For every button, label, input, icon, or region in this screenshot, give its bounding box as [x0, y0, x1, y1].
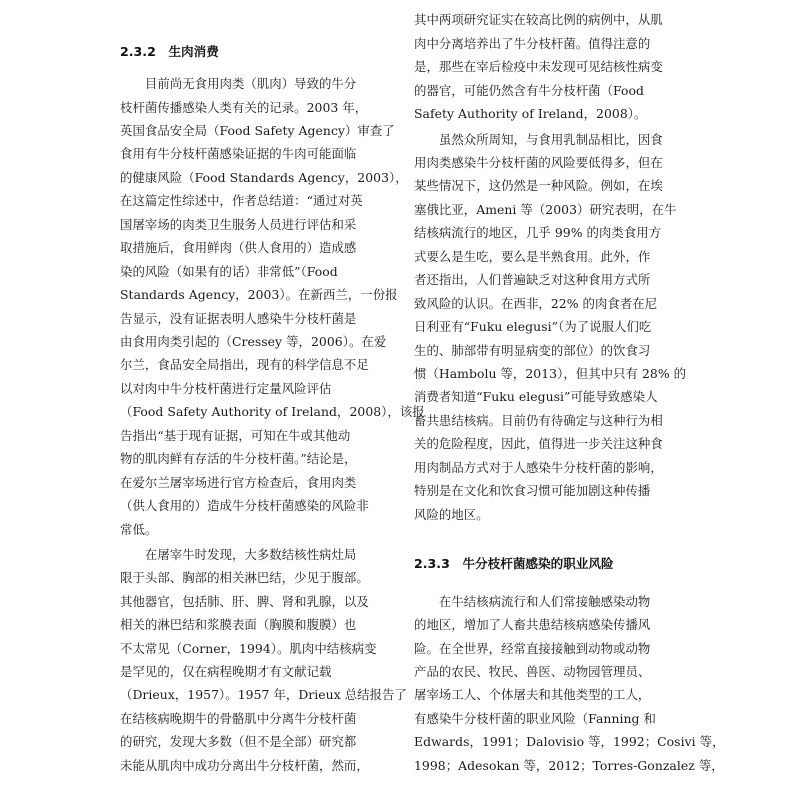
text-line: 染的风险（如果有的话）非常低”（Food — [120, 264, 338, 279]
text-line: 日利亚有“Fuku elegusi”（为了说服人们吃 — [414, 319, 652, 334]
text-line: 的器官，可能仍然含有牛分枝杆菌（Food — [414, 83, 645, 98]
text-line: 英国食品安全局（Food Safety Agency）审查了 — [120, 123, 395, 138]
text-line: 是，那些在宰后检疫中未发现可见结核性病变 — [414, 59, 663, 74]
text-line: 肉中分离培养出了牛分枝杆菌。值得注意的 — [414, 36, 651, 51]
text-line: 险。在全世界，经常直接接触到动物或动物 — [414, 641, 651, 656]
text-line: 其他器官，包括肺、肝、脾、肾和乳腺，以及 — [120, 594, 369, 609]
text-line: 有感染牛分枝杆菌的职业风险（Fanning 和 — [414, 711, 656, 726]
text-line: 的研究，发现大多数（但不是全部）研究都 — [120, 734, 357, 749]
text-line: （Food Safety Authority of Ireland，2008），该报 — [120, 404, 425, 419]
text-line: 国屠宰场的肉类卫生服务人员进行评估和采 — [120, 217, 357, 232]
section-heading-2-3-2: 2.3.2 生肉消费 — [120, 44, 219, 59]
text-line: 虽然众所周知，与食用乳制品相比，因食 — [414, 132, 663, 147]
text-line: 1998；Adesokan 等，2012；Torres-Gonzalez 等， — [414, 758, 724, 773]
text-line: 物的肌肉鲜有存活的牛分枝杆菌。”结论是， — [120, 451, 357, 466]
text-line: 产品的农民、牧民、兽医、动物园管理员、 — [414, 664, 651, 679]
text-line: 者还指出，人们普遍缺乏对这种食用方式所 — [414, 272, 651, 287]
text-line: 尔兰，食品安全局指出，现有的科学信息不足 — [120, 357, 369, 372]
text-line: 不太常见（Corner，1994）。肌肉中结核病变 — [120, 641, 377, 656]
text-line: 以对肉中牛分枝杆菌进行定量风险评估 — [120, 381, 332, 396]
text-line: 枝杆菌传播感染人类有关的记录。2003 年， — [120, 100, 368, 115]
text-line: 结核病流行的地区，几乎 99% 的肉类食用方 — [414, 225, 662, 240]
text-line: （供人食用的）造成牛分枝杆菌感染的风险非 — [120, 498, 369, 513]
text-line: 在牛结核病流行和人们常接触感染动物 — [414, 594, 651, 609]
text-line: 关的危险程度，因此，值得进一步关注这种食 — [414, 436, 663, 451]
text-line: 在这篇定性综述中，作者总结道：“通过对英 — [120, 193, 363, 208]
text-line: 是罕见的，仅在病程晚期才有文献记载 — [120, 664, 332, 679]
text-line: 用肉制品方式对于人感染牛分枝杆菌的影响， — [414, 460, 663, 475]
text-line: 食用有牛分枝杆菌感染证据的牛肉可能面临 — [120, 146, 357, 161]
text-line: 常低。 — [120, 522, 158, 537]
text-line: 屠宰场工人、个体屠夫和其他类型的工人， — [414, 687, 651, 702]
text-line: 畜共患结核病。目前仍有待确定与这种行为相 — [414, 413, 663, 428]
text-line: 致风险的认识。在西非，22% 的肉食者在尼 — [414, 296, 658, 311]
text-line: 用肉类感染牛分枝杆菌的风险要低得多，但在 — [414, 155, 663, 170]
text-line: 限于头部、胸部的相关淋巴结，少见于腹部。 — [120, 570, 369, 585]
text-line: 其中两项研究证实在较高比例的病例中，从肌 — [414, 12, 663, 27]
text-line: Edwards，1991；Dalovisio 等，1992；Cosivi 等， — [414, 734, 725, 749]
text-line: 在爱尔兰屠宰场进行官方检查后，食用肉类 — [120, 475, 357, 490]
text-line: 告指出“基于现有证据，可知在牛或其他动 — [120, 428, 351, 443]
text-line: 风险的地区。 — [414, 507, 489, 522]
text-line: 惯（Hambolu 等，2013），但其中只有 28% 的 — [414, 366, 687, 381]
text-line: Safety Authority of Ireland，2008）。 — [414, 106, 647, 121]
text-line: 目前尚无食用肉类（肌肉）导致的牛分 — [120, 76, 357, 91]
text-line: 取措施后，食用鲜肉（供人食用的）造成感 — [120, 240, 357, 255]
text-line: 的健康风险（Food Standards Agency，2003）， — [120, 170, 408, 185]
text-line: 消费者知道“Fuku elegusi”可能导致感染人 — [414, 389, 658, 404]
text-line: （Drieux，1957）。1957 年，Drieux 总结报告了 — [120, 687, 407, 702]
text-line: 相关的淋巴结和浆膜表面（胸膜和腹膜）也 — [120, 617, 357, 632]
text-line: 由食用肉类引起的（Cressey 等，2006）。在爱 — [120, 334, 387, 349]
text-line: 在结核病晚期牛的骨骼肌中分离牛分枝杆菌 — [120, 711, 357, 726]
text-line: 特别是在文化和饮食习惯可能加剧这种传播 — [414, 483, 651, 498]
text-line: 未能从肌肉中成功分离出牛分枝杆菌，然而， — [120, 758, 369, 773]
text-line: 生的、肺部带有明显病变的部位）的饮食习 — [414, 343, 651, 358]
text-line: Standards Agency，2003）。在新西兰，一份报 — [120, 287, 398, 302]
text-line: 告显示，没有证据表明人感染牛分枝杆菌是 — [120, 311, 357, 326]
text-line: 式要么是生吃，要么是半熟食用。此外，作 — [414, 249, 651, 264]
text-line: 塞俄比亚，Ameni 等（2003）研究表明，在牛 — [414, 202, 677, 217]
text-line: 某些情况下，这仍然是一种风险。例如，在埃 — [414, 178, 663, 193]
text-line: 在屠宰牛时发现，大多数结核性病灶局 — [120, 547, 357, 562]
text-line: 的地区，增加了人畜共患结核病感染传播风 — [414, 617, 651, 632]
section-heading-2-3-3: 2.3.3 牛分枝杆菌感染的职业风险 — [414, 556, 614, 571]
